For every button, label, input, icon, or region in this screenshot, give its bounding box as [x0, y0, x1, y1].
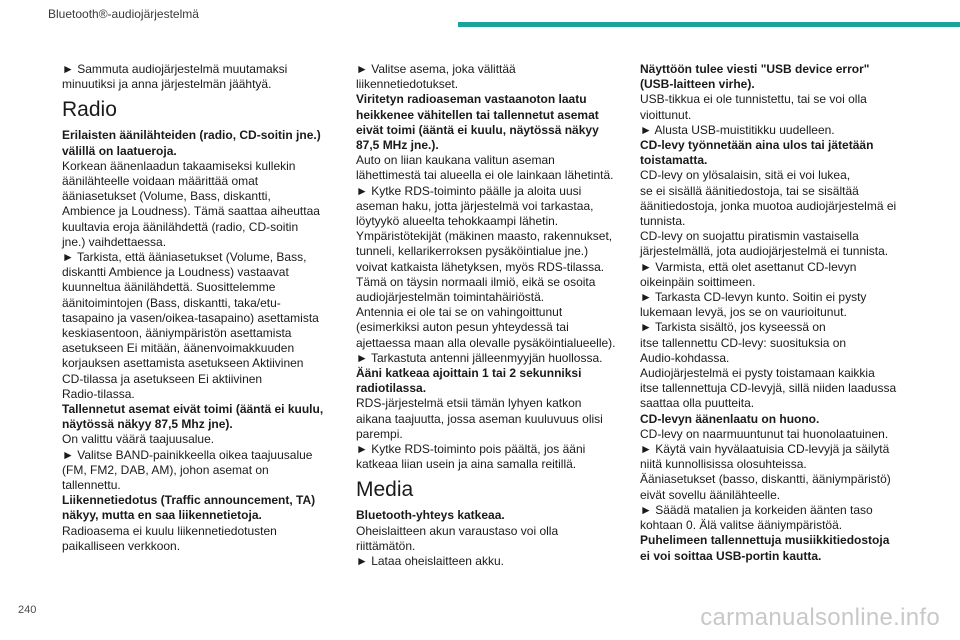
page-header-title: Bluetooth®-audiojärjestelmä — [48, 7, 199, 21]
paragraph: RDS-järjestelmä etsii tämän lyhyen katkon aikana taajuutta, jossa aseman kuuluvuus olisi parempi. ► Kytke RDS-toiminto pois päältä, jos ääni katkeaa liian usein ja aina samalla reitillä. — [356, 396, 603, 472]
paragraph: ► Sammuta audiojärjestelmä muutamaksi minuutiksi ja anna järjestelmän jäähtyä. — [62, 62, 288, 92]
column-3 — [640, 62, 905, 564]
issue-heading: CD-levyn äänenlaatu on huono. — [640, 411, 820, 426]
header-accent-bar — [458, 22, 960, 27]
issue-heading: Viritetyn radioaseman vastaanoton laatu heikkenee vähitellen tai tallennetut asemat eivät toimi (ääntä ei kuulu, näytössä näkyy 87,5 MHz jne.). — [356, 92, 599, 153]
section-heading-radio: Radio — [62, 98, 117, 122]
paragraph: CD-levy on naarmuuntunut tai huonolaatuinen. ► Käytä vain hyvälaatuisia CD-levyjä ja säilytä niitä kunnollisissa olosuhteissa. Ääniasetukset (basso, diskantti, ääniympäristö) eivät sovellu äänilähteelle. ► Säädä matalien ja korkeiden äänten taso kohtaan 0. Älä valitse ääniympäristöä. — [640, 426, 891, 533]
section-heading-media: Media — [356, 478, 414, 502]
issue-heading: Puhelimeen tallennettuja musiikkitiedostoja ei voi soittaa USB-portin kautta. — [640, 533, 890, 563]
paragraph: USB-tikkua ei ole tunnistettu, tai se voi olla vioittunut. ► Alusta USB-muistitikku uudelleen. — [640, 92, 867, 137]
issue-heading: Erilaisten äänilähteiden (radio, CD-soitin jne.) välillä on laatueroja. — [62, 128, 321, 158]
issue-heading: Näyttöön tulee viesti "USB device error" (USB-laitteen virhe). — [640, 62, 870, 92]
paragraph: Auto on liian kaukana valitun aseman lähettimestä tai alueella ei ole lainkaan lähetintä. ► Kytke RDS-toiminto päälle ja aloita uusi aseman haku, jotta järjestelmä voi tarkastaa, löytyykö alueelta tehokkaampi lähetin. Ympäristötekijät (mäkinen maasto, rakennukset, tunneli, kellarikerroksen pysäköintialue jne.) voivat katkaista lähetyksen, myös RDS-tilassa. Tämä on täysin normaali ilmiö, eikä se osoita audiojärjestelmän toimintahäiriöstä. Antennia ei ole tai se on vahingoittunut (esimerkiksi auton pesun yhteydessä tai ajettaessa maan alla olevalle pysäköintialueelle). ► Tarkastuta antenni jälleenmyyjän huollossa. — [356, 153, 616, 365]
paragraph: On valittu väärä taajuusalue. ► Valitse BAND-painikkeella oikea taajuusalue (FM, FM2, DAB, AM), johon asemat on tallennettu. — [62, 432, 313, 493]
paragraph: CD-levy on ylösalaisin, sitä ei voi lukea, se ei sisällä äänitiedostoja, tai se sisältää äänitiedostoja, jonka muotoa audiojärjestelmä ei tunnista. CD-levy on suojattu piratismin vastaisella järjestelmällä, jota audiojärjestelmä ei tunnista. ► Varmista, että olet asettanut CD-levyn oikeinpäin soittimeen. ► Tarkasta CD-levyn kunto. Soitin ei pysty lukemaan levyä, jos se on vaurioitunut. ► Tarkista sisältö, jos kyseessä on itse tallennettu CD-levy: suosituksia on Audio-kohdassa. Audiojärjestelmä ei pysty toistamaan kaikkia itse tallennettuja CD-levyjä, sillä niiden laadussa saattaa olla puutteita. — [640, 168, 897, 411]
issue-heading: Ääni katkeaa ajoittain 1 tai 2 sekunniksi radiotilassa. — [356, 366, 582, 396]
paragraph: Oheislaitteen akun varaustaso voi olla riittämätön. ► Lataa oheislaitteen akku. — [356, 523, 559, 569]
page-number: 240 — [18, 604, 37, 616]
column-2 — [356, 62, 628, 569]
paragraph: Radioasema ei kuulu liikennetiedotusten paikalliseen verkkoon. — [62, 523, 277, 553]
issue-heading: Liikennetiedotus (Traffic announcement, TA) näkyy, mutta en saa liikennetietoja. — [62, 493, 316, 523]
issue-heading: Bluetooth-yhteys katkeaa. — [356, 508, 505, 523]
issue-heading: Tallennetut asemat eivät toimi (ääntä ei kuulu, näytössä näkyy 87,5 Mhz jne). — [62, 402, 324, 432]
paragraph: Korkean äänenlaadun takaamiseksi kullekin äänilähteelle voidaan määrittää omat ääniasetukset (Volume, Bass, diskantti, Ambience ja Loudness). Tämä saattaa aiheuttaa kuultavia eroja äänilähdettä (radio, CD-soitin jne.) vaihdettaessa. ► Tarkista, että ääniasetukset (Volume, Bass, diskantti Ambience ja Loudness) vastaavat kuunneltua äänilähdettä. Suosittelemme äänitoimintojen (Bass, diskantti, taka/etu- tasapaino ja vasen/oikea-tasapaino) asettamista keskiasentoon, ääniympäristön asettamista asetukseen Ei mitään, äänenvoimakkuuden korjauksen asettamista asetukseen Aktiivinen CD-tilassa ja asetukseen Ei aktiivinen Radio-tilassa. — [62, 158, 320, 401]
watermark: carmanualsonline.info — [700, 604, 940, 631]
issue-heading: CD-levy työnnetään aina ulos tai jätetään toistamatta. — [640, 138, 874, 168]
paragraph: ► Valitse asema, joka välittää liikennetiedotukset. — [356, 62, 516, 92]
column-1 — [62, 62, 334, 554]
